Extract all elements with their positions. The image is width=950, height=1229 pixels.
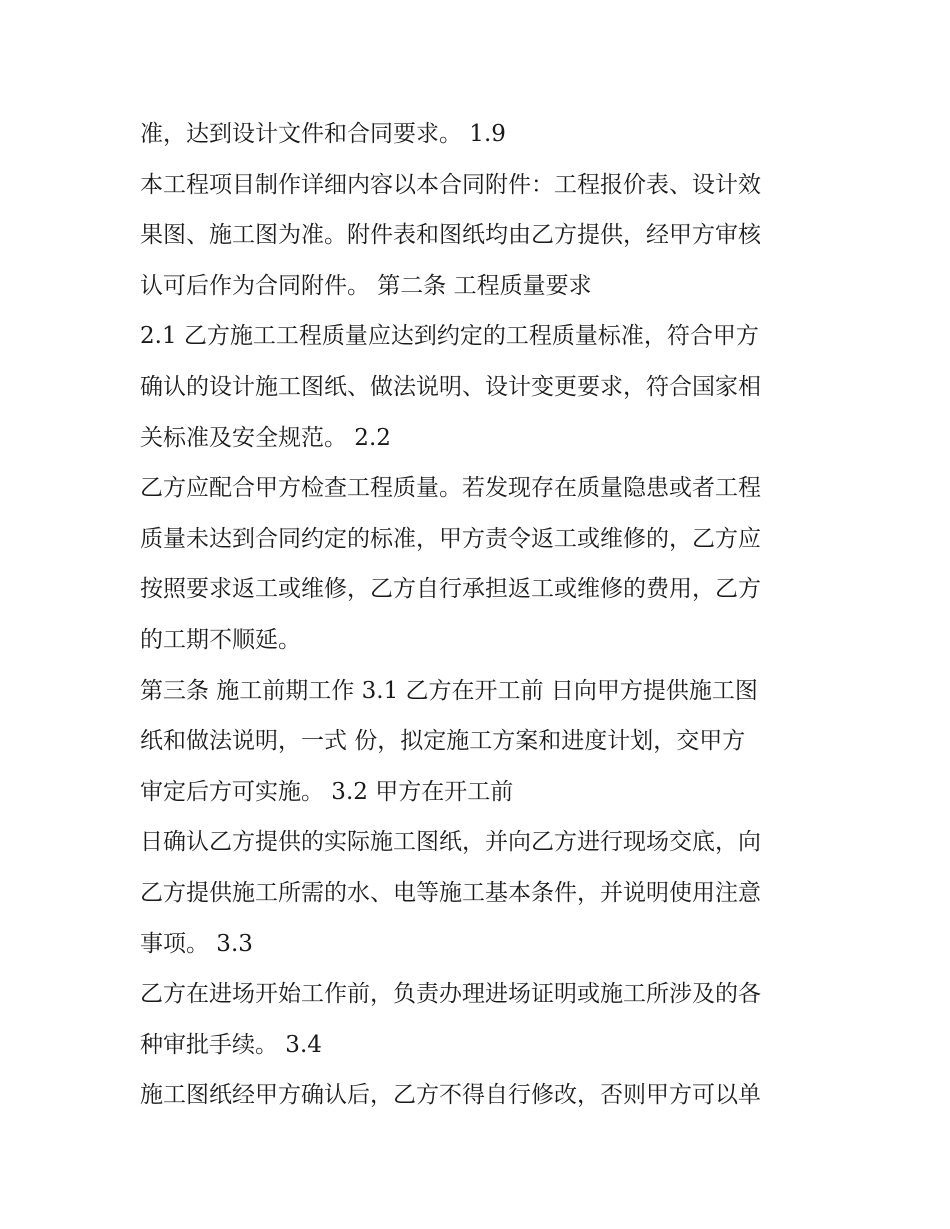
text-line: 纸和做法说明，一式 份，拟定施工方案和进度计划，交甲方 bbox=[140, 728, 746, 755]
text-line: 质量未达到合同约定的标准，甲方责令返工或维修的，乙方应 bbox=[140, 525, 761, 552]
text-line: 种审批手续。 3.4 bbox=[140, 1031, 322, 1058]
text-line: 2.1 乙方施工工程质量应达到约定的工程质量标准，符合甲方 bbox=[140, 323, 759, 350]
text-line: 按照要求返工或维修，乙方自行承担返工或维修的费用，乙方 bbox=[140, 576, 761, 603]
text-line: 审定后方可实施。 3.2 甲方在开工前 bbox=[140, 778, 514, 805]
text-line: 关标准及安全规范。 2.2 bbox=[140, 424, 391, 451]
text-line: 认可后作为合同附件。 第二条 工程质量要求 bbox=[140, 272, 592, 299]
text-line: 的工期不顺延。 bbox=[140, 626, 301, 653]
text-line: 第三条 施工前期工作 3.1 乙方在开工前 日向甲方提供施工图 bbox=[140, 677, 758, 704]
text-line: 日确认乙方提供的实际施工图纸，并向乙方进行现场交底，向 bbox=[140, 829, 761, 856]
text-line: 施工图纸经甲方确认后，乙方不得自行修改，否则甲方可以单 bbox=[140, 1082, 761, 1109]
contract-text-body bbox=[140, 109, 820, 1121]
text-line: 事项。 3.3 bbox=[140, 930, 253, 957]
text-line: 乙方提供施工所需的水、电等施工基本条件，并说明使用注意 bbox=[140, 879, 761, 906]
text-line: 本工程项目制作详细内容以本合同附件：工程报价表、设计效 bbox=[140, 171, 761, 198]
text-line: 果图、施工图为准。附件表和图纸均由乙方提供，经甲方审核 bbox=[140, 222, 761, 249]
text-line: 乙方在进场开始工作前，负责办理进场证明或施工所涉及的各 bbox=[140, 981, 761, 1008]
text-line: 确认的设计施工图纸、做法说明、设计变更要求，符合国家相 bbox=[140, 373, 761, 400]
text-line: 准，达到设计文件和合同要求。 1.9 bbox=[140, 121, 506, 147]
text-line: 乙方应配合甲方检查工程质量。若发现存在质量隐患或者工程 bbox=[140, 475, 761, 502]
